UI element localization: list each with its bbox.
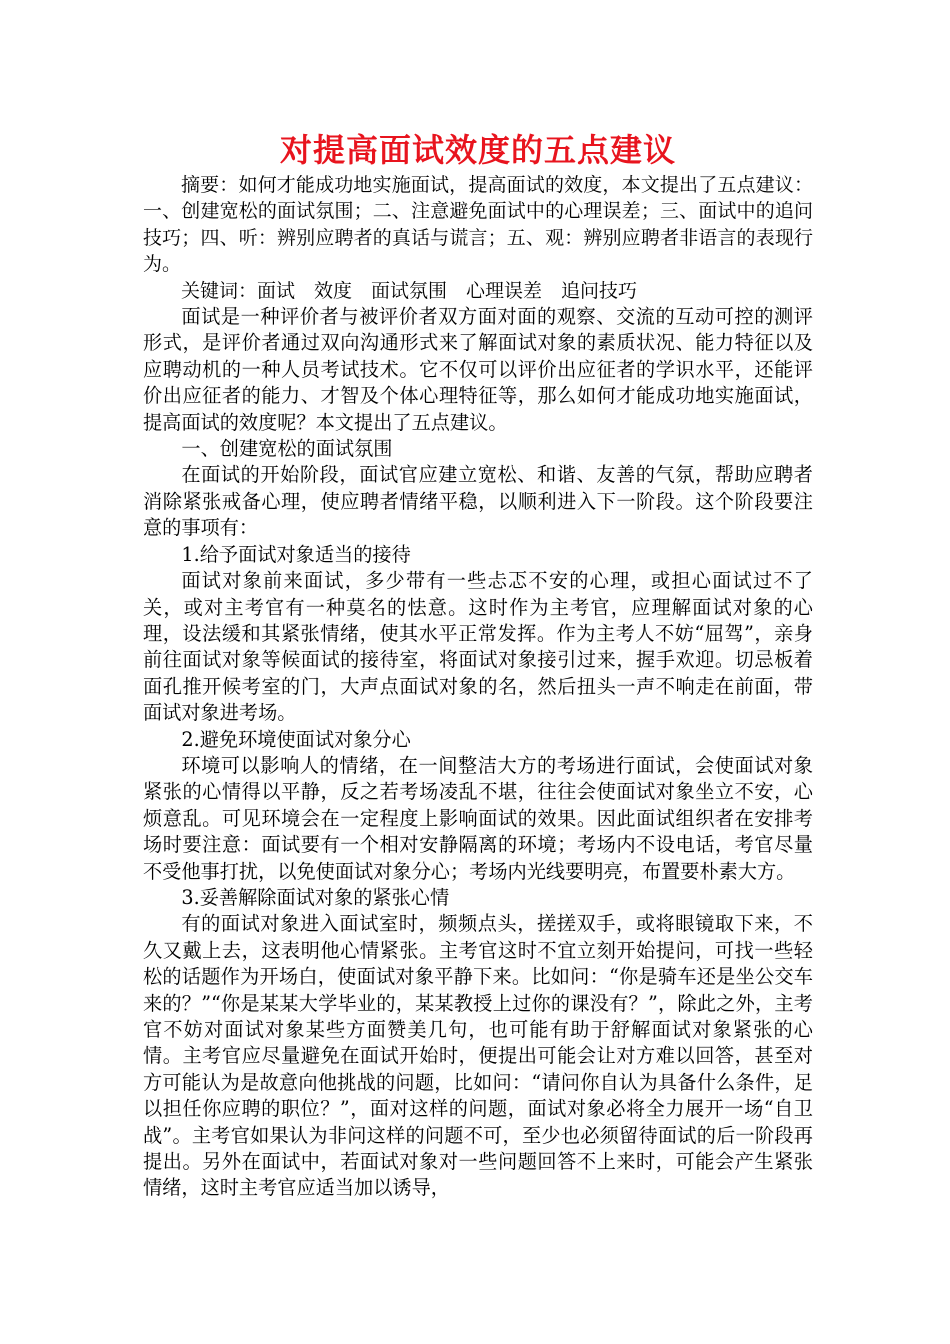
subheading-3: 3.妥善解除面试对象的紧张心情 [181,885,450,909]
section-heading-1: 一、创建宽松的面试氛围 [181,437,393,461]
intro-paragraph: 面试是一种评价者与被评价者双方面对面的观察、交流的互动可控的测评形式，是评价者通过双向沟通形式来了解面试对象的素质状况、能力特征以及应聘动机的一种人员考试技术。它不仅可以评价出应征者的学识水平，还能评价出应征者的能力、才智及个体心理特征等，那么如何才能成功地实施面试，提高面试的效度呢？本文提出了五点建议。 [143,305,813,434]
section-1-paragraph: 在面试的开始阶段，面试官应建立宽松、和谐、友善的气氛，帮助应聘者消除紧张戒备心理，使应聘者情绪平稳，以顺利进入下一阶段。这个阶段要注意的事项有： [143,463,813,540]
keywords-line: 关键词：面试 效度 面试氛围 心理误差 追问技巧 [181,279,638,302]
subheading-1: 1.给予面试对象适当的接待 [181,542,411,566]
subheading-2: 2.避免环境使面试对象分心 [181,727,411,751]
document-title: 对提高面试效度的五点建议 [279,131,676,169]
document-page [143,128,813,1202]
document-body [143,172,813,1202]
abstract-paragraph: 摘要：如何才能成功地实施面试，提高面试的效度，本文提出了五点建议：一、创建宽松的面试氛围；二、注意避免面试中的心理误差；三、面试中的追问技巧；四、听：辨别应聘者的真话与谎言；五、观：辨别应聘者非语言的表现行为。 [143,174,813,276]
subsection-3-paragraph: 有的面试对象进入面试室时，频频点头，搓搓双手，或将眼镜取下来，不久又戴上去，这表明他心情紧张。主考官这时不宜立刻开始提问，可找一些轻松的话题作为开场白，使面试对象平静下来。比如问：“你是骑车还是坐公交车来的？”“你是某某大学毕业的，某某教授上过你的课没有？”，除此之外，主考官不妨对面试对象某些方面赞美几句，也可能有助于舒解面试对象紧张的心情。主考官应尽量避免在面试开始时，便提出可能会让对方难以回答，甚至对方可能认为是故意向他挑战的问题，比如问：“请问你自认为具备什么条件，足以担任你应聘的职位？”，面对这样的问题，面试对象必将全力展开一场“自卫战”。主考官如果认为非问这样的问题不可，至少也必须留待面试的后一阶段再提出。另外在面试中，若面试对象对一些问题回答不上来时，可能会产生紧张情绪，这时主考官应适当加以诱导， [143,912,813,1200]
subsection-2-paragraph: 环境可以影响人的情绪，在一间整洁大方的考场进行面试，会使面试对象紧张的心情得以平静，反之若考场凌乱不堪，往往会使面试对象坐立不安，心烦意乱。可见环境会在一定程度上影响面试的效果。因此面试组织者在安排考场时要注意：面试要有一个相对安静隔离的环境；考场内不设电话，考官尽量不受他事打扰，以免使面试对象分心；考场内光线要明亮，布置要朴素大方。 [143,753,813,883]
subsection-1-paragraph: 面试对象前来面试，多少带有一些忐忑不安的心理，或担心面试过不了关，或对主考官有一种莫名的怯意。这时作为主考官，应理解面试对象的心理，设法缓和其紧张情绪，使其水平正常发挥。作为主考人不妨“屈驾”，亲身前往面试对象等候面试的接待室，将面试对象接引过来，握手欢迎。切忌板着面孔推开候考室的门，大声点面试对象的名，然后扭头一声不响走在前面，带面试对象进考场。 [143,569,813,725]
